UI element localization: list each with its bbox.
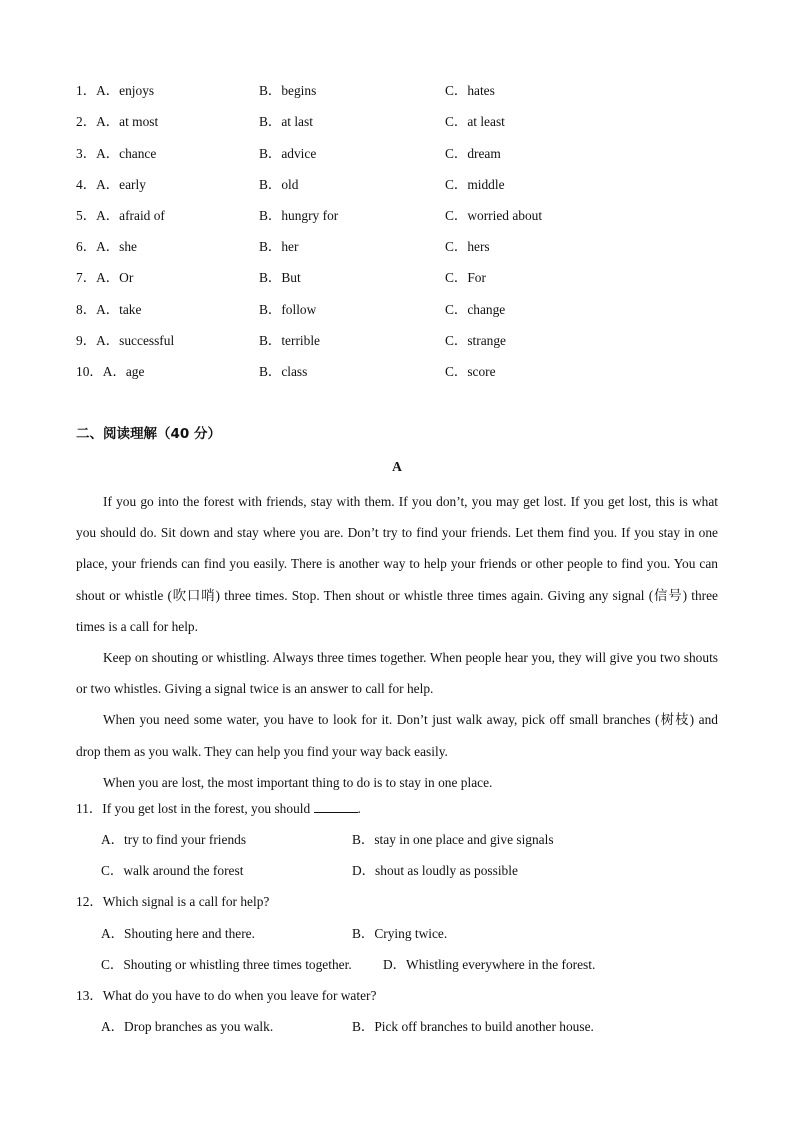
option-a: 4．A．early bbox=[76, 177, 146, 192]
option-c: C．hers bbox=[445, 239, 490, 254]
option-c: C．at least bbox=[445, 114, 505, 129]
option-b: B．terrible bbox=[259, 333, 320, 348]
paragraph: When you need some water, you have to look for it. Don’t just walk away, pick off small branches (树枝) and drop them as you walk. They can help you find your way back easily. bbox=[76, 712, 718, 759]
option-c: C．strange bbox=[445, 333, 506, 348]
option-a: 9．A．successful bbox=[76, 333, 175, 348]
passage-title: A bbox=[392, 459, 402, 474]
answer-a: A．try to find your friends bbox=[101, 832, 247, 847]
option-b: B．hungry for bbox=[259, 208, 339, 223]
option-b: B．at last bbox=[259, 114, 313, 129]
paragraph: When you are lost, the most important thing to do is to stay in one place. bbox=[103, 774, 493, 790]
option-b: B．class bbox=[259, 364, 308, 379]
answer-b: B．stay in one place and give signals bbox=[352, 832, 554, 847]
option-c: C．For bbox=[445, 270, 486, 285]
option-a: 8．A．take bbox=[76, 302, 142, 317]
option-b: B．begins bbox=[259, 83, 317, 98]
option-a: 3．A．chance bbox=[76, 146, 157, 161]
option-b: B．But bbox=[259, 270, 301, 285]
question-11 bbox=[76, 799, 361, 819]
answer-blank bbox=[314, 800, 358, 813]
option-c: C．change bbox=[445, 302, 506, 317]
option-c: C．dream bbox=[445, 146, 501, 161]
answer-c: C．Shouting or whistling three times together. bbox=[101, 957, 352, 972]
option-c: C．middle bbox=[445, 177, 505, 192]
option-a: 7．A．Or bbox=[76, 270, 134, 285]
option-b: B．advice bbox=[259, 146, 317, 161]
option-b: B．old bbox=[259, 177, 299, 192]
option-b: B．her bbox=[259, 239, 299, 254]
answer-d: D．shout as loudly as possible bbox=[352, 863, 518, 878]
question-12: 12．Which signal is a call for help? bbox=[76, 894, 270, 909]
answer-a: A．Shouting here and there. bbox=[101, 926, 255, 941]
answer-d: D．Whistling everywhere in the forest. bbox=[383, 957, 596, 972]
answer-c: C．walk around the forest bbox=[101, 863, 244, 878]
option-c: C．score bbox=[445, 364, 496, 379]
question-stem-end: . bbox=[357, 801, 361, 816]
option-a: 6．A．she bbox=[76, 239, 137, 254]
question-stem: 11．If you get lost in the forest, you should bbox=[76, 801, 311, 816]
answer-b: B．Crying twice. bbox=[352, 926, 448, 941]
question-13: 13．What do you have to do when you leave for water? bbox=[76, 988, 377, 1003]
option-c: C．hates bbox=[445, 83, 495, 98]
option-a: 10．A．age bbox=[76, 364, 145, 379]
option-b: B．follow bbox=[259, 302, 317, 317]
option-a: 2．A．at most bbox=[76, 114, 159, 129]
section-heading: 二、阅读理解（40 分） bbox=[76, 426, 221, 442]
paragraph: If you go into the forest with friends, stay with them. If you don’t, you may get lost. If you get lost, this is what you should do. Sit down and stay where you are. Don’t try to find your friends. Let them find you. If you stay in one place, your friends can find you easily. There is another way to help your friends or other people to find you. You can shout or whistle (吹口哨) three times. Stop. Then shout or whistle three times again. Giving any signal (信号) three times is a call for help. bbox=[76, 494, 718, 634]
option-a: 5．A．afraid of bbox=[76, 208, 165, 223]
answer-a: A．Drop branches as you walk. bbox=[101, 1019, 274, 1034]
option-c: C．worried about bbox=[445, 208, 543, 223]
paragraph: Keep on shouting or whistling. Always three times together. When people hear you, they will give you two shouts or two whistles. Giving a signal twice is an answer to call for help. bbox=[76, 650, 718, 697]
option-a: 1．A．enjoys bbox=[76, 83, 155, 98]
reading-passage bbox=[76, 486, 718, 798]
answer-b: B．Pick off branches to build another house. bbox=[352, 1019, 594, 1034]
